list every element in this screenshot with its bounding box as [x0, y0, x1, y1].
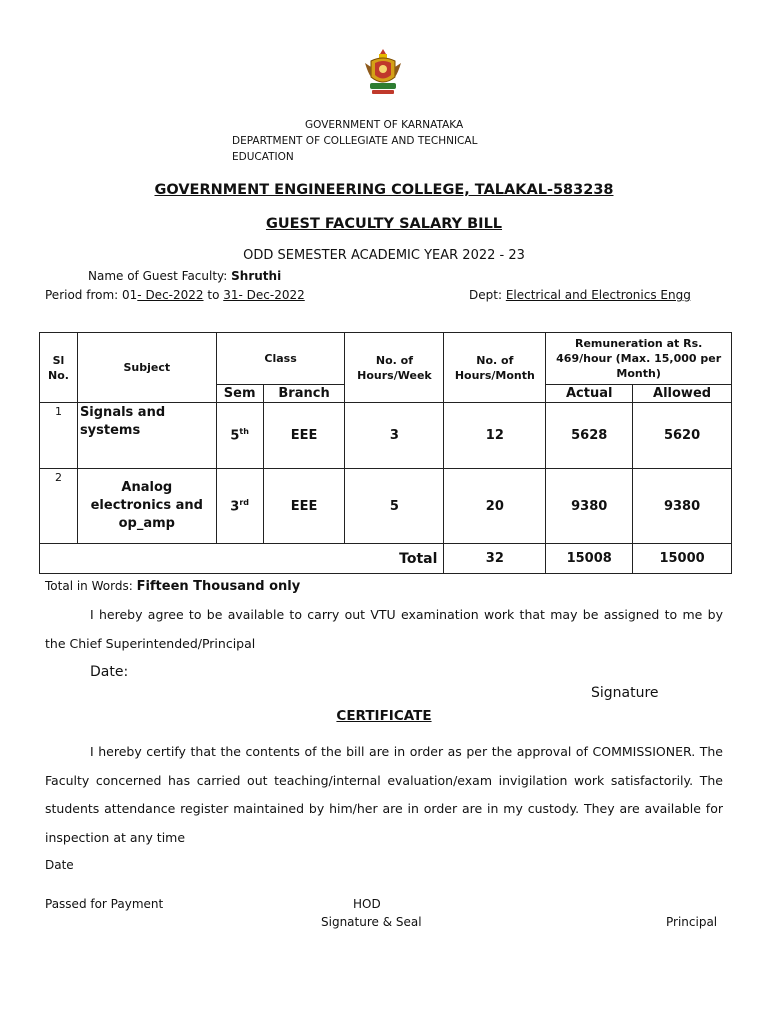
dept-label: Dept:: [469, 288, 502, 302]
period-from: - Dec-2022: [137, 288, 204, 302]
row-actual: 9380: [546, 469, 633, 544]
row-allowed: 5620: [633, 403, 732, 469]
table-row: [40, 469, 732, 544]
bill-title: GUEST FACULTY SALARY BILL: [265, 216, 503, 232]
header-remuneration: Remuneration at Rs. 469/hour (Max. 15,000 per Month): [546, 333, 732, 385]
words-value: Fifteen Thousand only: [136, 579, 301, 594]
karnataka-emblem: [362, 47, 404, 97]
dept-line: [469, 288, 691, 302]
total-in-words: [45, 579, 300, 594]
semester-line: ODD SEMESTER ACADEMIC YEAR 2022 - 23: [243, 248, 525, 263]
certificate-text: [45, 738, 723, 852]
government-header: [232, 117, 477, 165]
total-label: Total: [40, 544, 444, 574]
period-to-label: to: [207, 288, 220, 302]
total-actual: 15008: [546, 544, 633, 574]
row-actual: 5628: [546, 403, 633, 469]
table-header-row: [40, 333, 732, 385]
college-title: GOVERNMENT ENGINEERING COLLEGE, TALAKAL-583238: [154, 182, 614, 198]
words-label: Total in Words:: [45, 579, 133, 593]
row-subject: Signals and systems: [77, 403, 216, 469]
row-hours-month: 12: [444, 403, 546, 469]
declaration-date: Date:: [90, 664, 129, 680]
faculty-name: Shruthi: [231, 269, 282, 283]
declaration-text: [45, 601, 723, 658]
header-branch: Branch: [263, 385, 345, 403]
certificate-title: CERTIFICATE: [336, 708, 432, 724]
gov-line-3: EDUCATION: [232, 151, 294, 163]
header-sl: Sl No.: [40, 333, 78, 403]
row-sem-suffix: rd: [239, 497, 249, 507]
gov-line-1: GOVERNMENT OF KARNATAKA: [305, 119, 464, 131]
period-line: [45, 288, 305, 302]
row-sl: 1: [40, 403, 78, 469]
certificate-body: I hereby certify that the contents of the bill are in order as per the approval of COMMISSIONER. The Faculty concerned has carried out teaching/internal evaluation/exam invigilation work satisfactorily. The students attendance register maintained by him/her are in order are in my custody. They are available for inspection at any time: [45, 744, 723, 845]
period-to: 31- Dec-2022: [223, 288, 305, 302]
total-allowed: 15000: [633, 544, 732, 574]
header-hours-week: No. of Hours/Week: [345, 333, 444, 403]
certificate-date: Date: [45, 858, 74, 872]
hod-label: HOD: [353, 897, 381, 911]
faculty-name-line: [88, 269, 281, 283]
row-sem: [216, 403, 263, 469]
period-label: Period from: 01: [45, 288, 138, 302]
row-sem: [216, 469, 263, 544]
row-hours-week: 5: [345, 469, 444, 544]
gov-line-2: DEPARTMENT OF COLLEGIATE AND TECHNICAL: [232, 135, 478, 147]
header-actual: Actual: [546, 385, 633, 403]
row-allowed: 9380: [633, 469, 732, 544]
header-hours-month: No. of Hours/Month: [444, 333, 546, 403]
signature-seal-label: Signature & Seal: [321, 915, 422, 929]
salary-table: [39, 332, 732, 574]
row-sem-number: 3: [230, 499, 240, 515]
header-subject: Subject: [77, 333, 216, 403]
row-sem-number: 5: [230, 428, 240, 444]
row-hours-month: 20: [444, 469, 546, 544]
row-subject: Analog electronics and op_amp: [77, 469, 216, 544]
declaration-body: I hereby agree to be available to carry out VTU examination work that may be assigned to me by the Chief Superintended/Principal: [45, 607, 723, 651]
passed-for-payment: Passed for Payment: [45, 897, 164, 911]
table-row: [40, 403, 732, 469]
row-hours-week: 3: [345, 403, 444, 469]
table-total-row: [40, 544, 732, 574]
total-hours: 32: [444, 544, 546, 574]
dept-value: Electrical and Electronics Engg: [505, 288, 691, 302]
row-branch: EEE: [263, 403, 345, 469]
row-sem-suffix: th: [239, 427, 249, 437]
row-sl: 2: [40, 469, 78, 544]
header-sem: Sem: [216, 385, 263, 403]
header-allowed: Allowed: [633, 385, 732, 403]
header-class: Class: [216, 333, 345, 385]
declaration-signature: Signature: [591, 685, 659, 701]
faculty-name-label: Name of Guest Faculty:: [88, 269, 228, 283]
principal-label: Principal: [666, 915, 718, 929]
row-branch: EEE: [263, 469, 345, 544]
